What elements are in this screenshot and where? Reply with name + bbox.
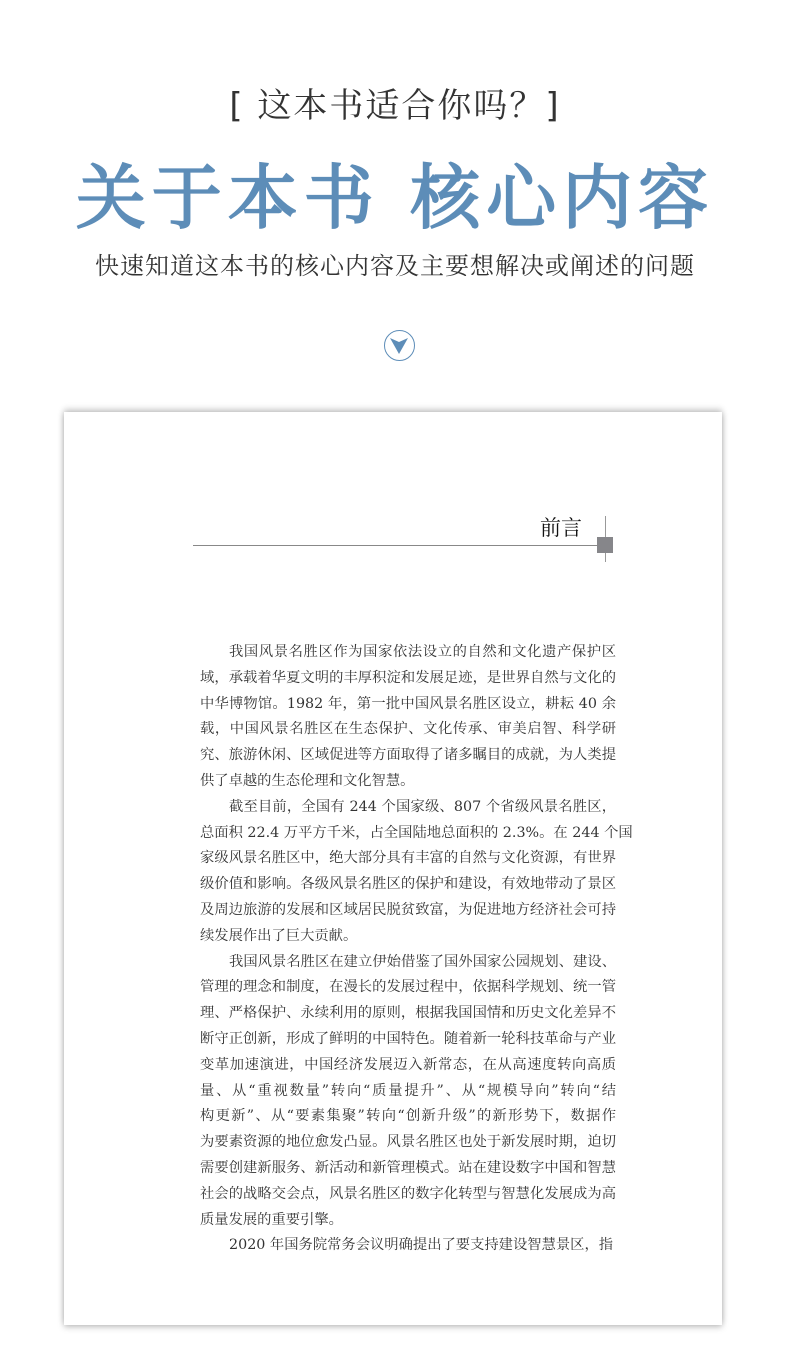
text-line: 域，承载着华夏文明的丰厚积淀和发展足迹，是世界自然与文化的: [200, 669, 616, 686]
text-line: 截至目前，全国有 244 个国家级、807 个省级风景名胜区，: [229, 798, 616, 815]
text-line: 究、旅游休闲、区域促进等方面取得了诸多瞩目的成就，为人类提: [200, 747, 616, 764]
text-line: 及周边旅游的发展和区域居民脱贫致富，为促进地方经济社会可持: [200, 901, 616, 918]
text-line: 量、从“重视数量”转向“质量提升”、从“规模导向”转向“结: [200, 1082, 616, 1099]
text-line: 变革加速演进，中国经济发展迈入新常态，在从高速度转向高质: [200, 1056, 616, 1073]
section-bracket-title: [ 这本书适合你吗？]: [229, 86, 561, 126]
text-line: 我国风景名胜区作为国家依法设立的自然和文化遗产保护区: [229, 644, 616, 660]
text-line: 中华博物馆。1982 年，第一批中国风景名胜区设立，耕耘 40 余: [200, 695, 616, 712]
subtitle: 快速知道这本书的核心内容及主要想解决或阐述的问题: [95, 252, 695, 280]
text-line: 管理的理念和制度，在漫长的发展过程中，依据科学规划、统一管: [200, 979, 616, 996]
text-line: 级价值和影响。各级风景名胜区的保护和建设，有效地带动了景区: [200, 876, 616, 893]
text-line: 为要素资源的地位愈发凸显。风景名胜区也处于新发展时期，迫切: [200, 1134, 616, 1151]
chevron-down-icon: [384, 330, 415, 361]
text-line: 需要创建新服务、新活动和新管理模式。站在建设数字中国和智慧: [200, 1159, 616, 1176]
text-line: 构更新”、从“要素集聚”转向“创新升级”的新形势下，数据作: [200, 1108, 616, 1125]
text-line: 载，中国风景名胜区在生态保护、文化传承、审美启智、科学研: [200, 721, 616, 738]
text-line: 社会的战略交会点，风景名胜区的数字化转型与智慧化发展成为高: [200, 1185, 616, 1202]
heading-divider: [193, 545, 613, 546]
text-line: 续发展作出了巨大贡献。: [200, 927, 358, 944]
page-body: [200, 640, 633, 1259]
text-line: 我国风景名胜区在建立伊始借鉴了国外国家公园规划、建设、: [229, 953, 616, 970]
text-line: 供了卓越的生态伦理和文化智慧。: [200, 772, 415, 789]
page-heading: 前言: [540, 516, 582, 540]
text-line: 总面积 22.4 万平方千米，占全国陆地总面积的 2.3%。在 244 个国: [200, 824, 633, 841]
text-line: 断守正创新，形成了鲜明的中国特色。随着新一轮科技革命与产业: [200, 1030, 616, 1047]
main-title: 关于本书 核心内容: [75, 156, 715, 239]
text-line: 理、严格保护、永续利用的原则，根据我国国情和历史文化差异不: [200, 1005, 616, 1022]
text-line: 质量发展的重要引擎。: [200, 1211, 343, 1228]
text-line: 家级风景名胜区中，绝大部分具有丰富的自然与文化资源，有世界: [200, 850, 616, 867]
text-line: 2020 年国务院常务会议明确提出了要支持建设智慧景区，指: [229, 1237, 614, 1254]
heading-square-mark: [597, 537, 613, 553]
